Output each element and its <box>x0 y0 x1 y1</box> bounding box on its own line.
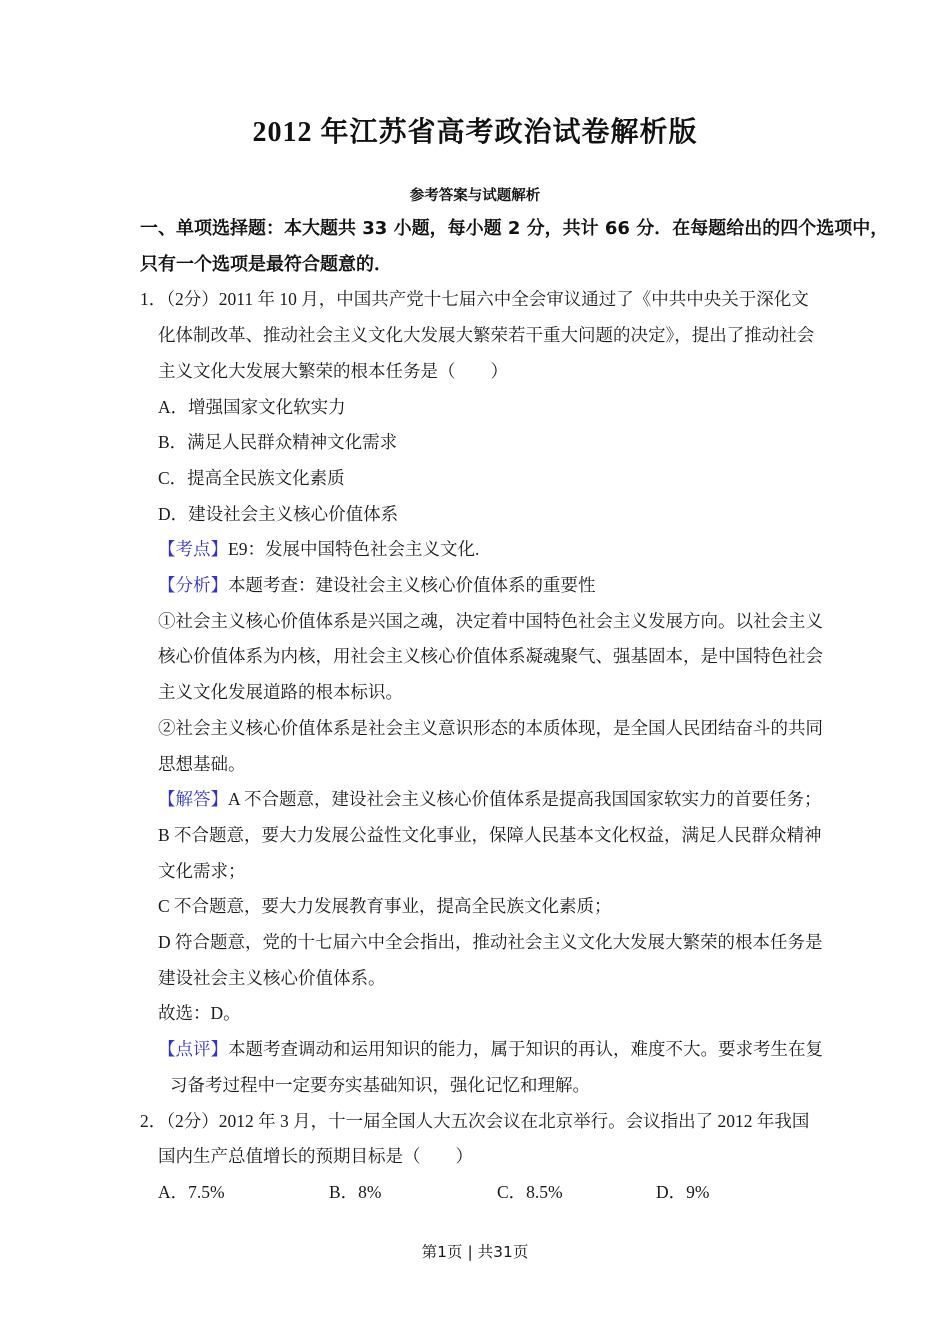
answer-body-line: D 符合题意，党的十七届六中全会指出，推动社会主义文化大发展大繁荣的根本任务是 <box>158 932 823 953</box>
answer-line <box>158 782 832 818</box>
comment-body-line: 习备考过程中一定要夯实基础知识，强化记忆和理解。 <box>170 1074 590 1095</box>
analysis-text: 本题考查：建设社会主义核心价值体系的重要性 <box>228 575 596 596</box>
comment-tag: 【点评】 <box>158 1039 228 1060</box>
analysis-line <box>158 568 832 604</box>
answer-body-line: C 不合题意，要大力发展教育事业，提高全民族文化素质； <box>158 896 612 917</box>
question-1-option-d: D．建设社会主义核心价值体系 <box>158 503 399 524</box>
question-1-option-a: A．增强国家文化软实力 <box>158 396 346 417</box>
analysis-body-line: 主义文化发展道路的根本标识。 <box>158 682 403 703</box>
exam-point-tag: 【考点】 <box>158 539 228 560</box>
section-heading-line-2: 只有一个选项是最符合题意的． <box>140 253 392 275</box>
page-footer <box>0 1240 950 1262</box>
question-2-option-a: A．7.5% <box>158 1181 225 1202</box>
analysis-body-line: 核心价值体系为内核，用社会主义核心价值体系凝魂聚气、强基固本，是中国特色社会 <box>158 646 823 667</box>
exam-point-line <box>158 532 832 568</box>
question-1-stem-line: 主义文化大发展大繁荣的根本任务是（ ） <box>158 360 508 381</box>
question-2-option-b: B．8% <box>329 1181 382 1202</box>
analysis-body-line: 思想基础。 <box>158 753 246 774</box>
question-1-option-c: C．提高全民族文化素质 <box>158 467 345 488</box>
answer-conclusion-line: 故选：D。 <box>158 1003 241 1024</box>
answer-text: A 不合题意，建设社会主义核心价值体系是提高我国国家软实力的首要任务； <box>228 789 822 810</box>
analysis-tag: 【分析】 <box>158 575 228 596</box>
section-heading-line-1: 一、单项选择题：本大题共 33 小题，每小题 2 分，共计 66 分．在每题给出的四个选项中， <box>140 218 889 239</box>
question-2-option-c: C．8.5% <box>497 1181 563 1202</box>
question-1-stem-line: 化体制改革、推动社会主义文化大发展大繁荣若干重大问题的决定》，提出了推动社会 <box>158 325 815 346</box>
answer-body-line: 文化需求； <box>158 860 246 881</box>
answer-body-line: 建设社会主义核心价值体系。 <box>158 967 386 988</box>
document-title: 2012 年江苏省高考政治试卷解析版 <box>252 117 698 148</box>
answer-tag: 【解答】 <box>158 789 228 810</box>
question-1-stem-line: 1．（2分）2011 年 10 月，中国共产党十七届六中全会审议通过了《中共中央关于深化文 <box>140 289 809 310</box>
question-2-option-d: D．9% <box>656 1181 710 1202</box>
question-2-options-row <box>158 1175 832 1211</box>
exam-point-text: E9：发展中国特色社会主义文化. <box>228 539 480 560</box>
document-subtitle: 参考答案与试题解析 <box>409 188 541 204</box>
analysis-body-line: ①社会主义核心价值体系是兴国之魂，决定着中国特色社会主义发展方向。以社会主义 <box>158 610 823 631</box>
question-1-option-b: B．满足人民群众精神文化需求 <box>158 432 398 453</box>
answer-body-line: B 不合题意，要大力发展公益性文化事业，保障人民基本文化权益，满足人民群众精神 <box>158 824 822 845</box>
comment-line <box>158 1032 832 1068</box>
comment-text: 本题考查调动和运用知识的能力，属于知识的再认，难度不大。要求考生在复 <box>228 1039 823 1060</box>
analysis-body-line: ②社会主义核心价值体系是社会主义意识形态的本质体现，是全国人民团结奋斗的共同 <box>158 717 823 738</box>
page-number: 第1页 | 共31页 <box>421 1243 529 1261</box>
question-2-stem-line: 国内生产总值增长的预期目标是（ ） <box>158 1146 473 1167</box>
document-body <box>140 211 889 1211</box>
question-2-stem-line: 2．（2分）2012 年 3 月，十一届全国人大五次会议在北京举行。会议指出了 2012 年我国 <box>140 1110 810 1131</box>
